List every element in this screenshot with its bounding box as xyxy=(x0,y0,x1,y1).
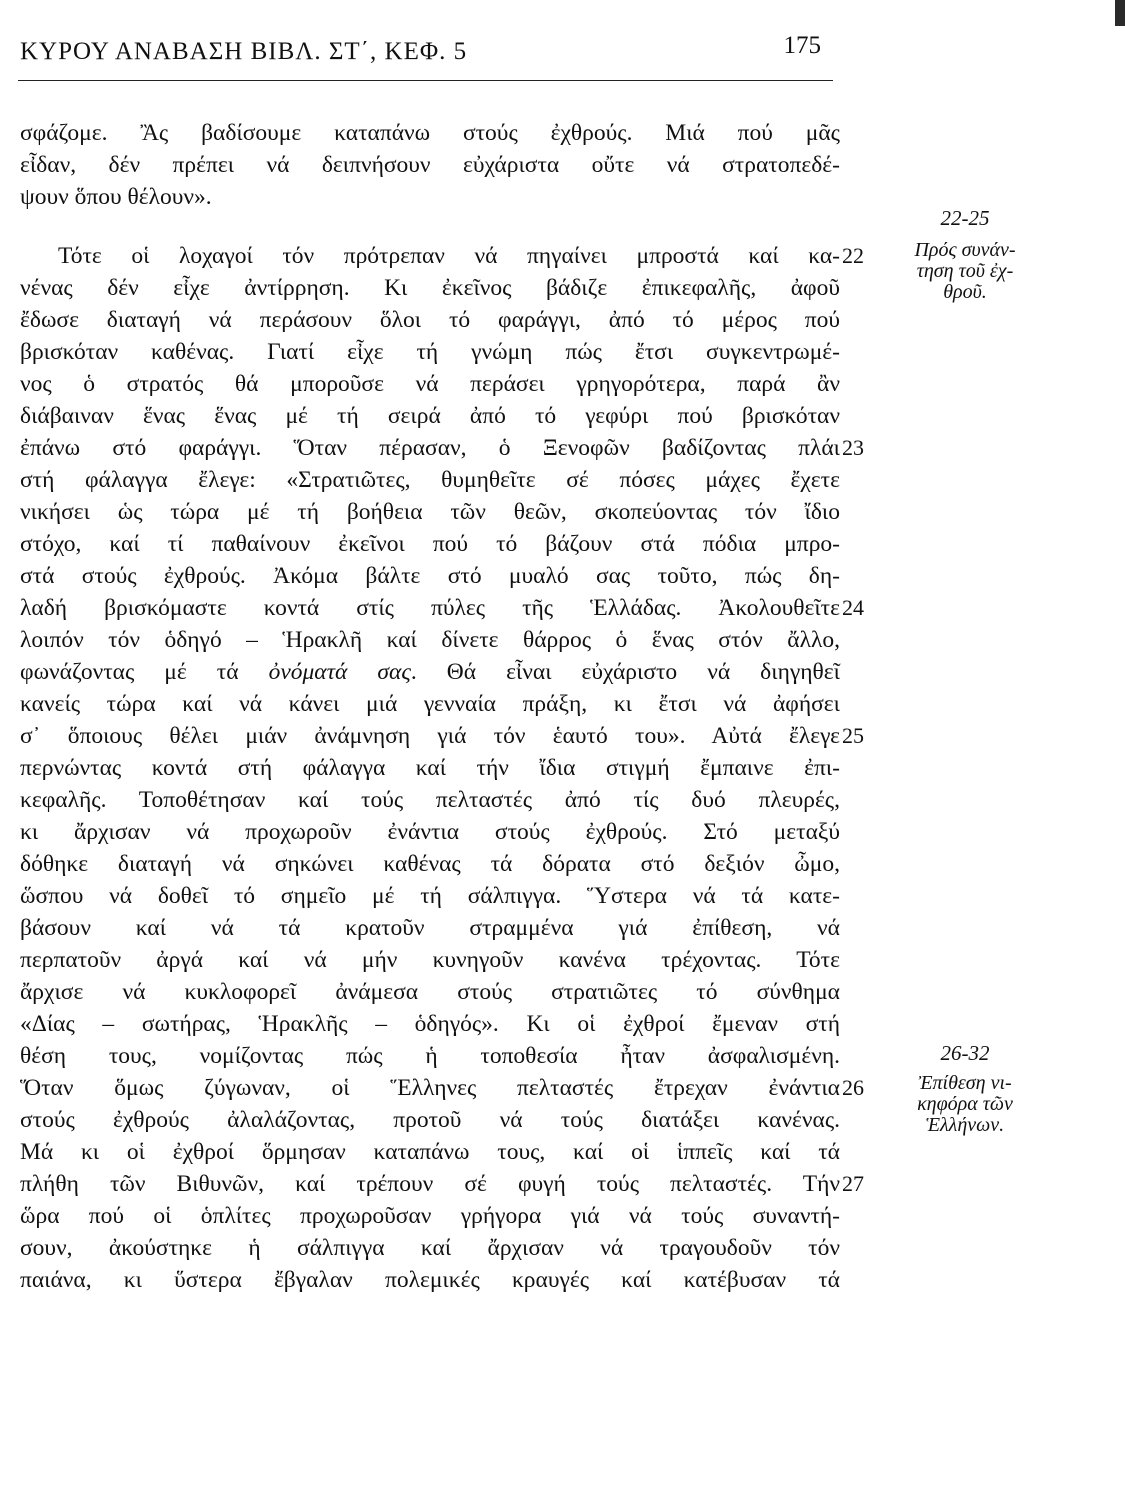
section-number: 24 xyxy=(842,595,864,620)
text-line: στόχο, καί τί παθαίνουν ἐκεῖνοι πού τό βάζουν στά πόδια μπρο- xyxy=(20,531,840,557)
text-line: ἐπάνω στό φαράγγι. Ὅταν πέρασαν, ὁ Ξενοφῶν βαδίζοντας πλάι xyxy=(20,435,840,461)
text-line: Μά κι οἱ ἐχθροί ὅρμησαν καταπάνω τους, καί οἱ ἱππεῖς καί τά xyxy=(20,1139,840,1165)
page-edge xyxy=(1115,0,1125,26)
margin-note-line: Πρός συνάν- xyxy=(914,239,1016,261)
text-line: ἔδωσε διαταγή νά περάσουν ὅλοι τό φαράγγι, ἀπό τό μέρος πού xyxy=(20,307,840,333)
text-line: Τότε οἱ λοχαγοί τόν πρότρεπαν νά πηγαίνει μπροστά καί κα- xyxy=(58,243,840,269)
text-line: νένας δέν εἶχε ἀντίρρηση. Κι ἐκεῖνος βάδιζε ἐπικεφαλῆς, ἀφοῦ xyxy=(20,275,840,301)
text-line: Ὅταν ὅμως ζύγωναν, οἱ Ἕλληνες πελταστές ἔτρεχαν ἐνάντια xyxy=(20,1075,840,1101)
running-header xyxy=(18,30,833,81)
section-number: 27 xyxy=(842,1171,864,1196)
text-line: παιάνα, κι ὕστερα ἔβγαλαν πολεμικές κραυγές καί κατέβυσαν τά xyxy=(20,1267,840,1293)
text-line: κεφαλῆς. Τοποθέτησαν καί τούς πελταστές ἀπό τίς δυό πλευρές, xyxy=(20,787,840,813)
text-line: περπατοῦν ἀργά καί νά μήν κυνηγοῦν κανένα τρέχοντας. Τότε xyxy=(20,947,840,973)
text-line: σφάζομε. Ἂς βαδίσουμε καταπάνω στούς ἐχθρούς. Μιά πού μᾶς xyxy=(20,120,840,146)
text-line: πλήθη τῶν Βιθυνῶν, καί τρέπουν σέ φυγή τούς πελταστές. Τήν xyxy=(20,1171,840,1197)
margin-note-line: θροῦ. xyxy=(943,281,987,303)
text-line: βάσουν καί νά τά κρατοῦν στραμμένα γιά ἐπίθεση, νά xyxy=(20,915,840,941)
section-number: 25 xyxy=(842,723,864,748)
section-number: 23 xyxy=(842,435,864,460)
text-line: ὥρα πού οἱ ὁπλίτες προχωροῦσαν γρήγορα γιά νά τούς συναντή- xyxy=(20,1203,840,1229)
text-line-with-italic xyxy=(20,657,840,691)
text-fragment: . Θά εἶναι εὐχάριστο νά διηγηθεῖ xyxy=(410,659,840,685)
margin-note-range: 26-32 xyxy=(940,1041,990,1065)
text-fragment: φωνάζοντας μέ τά xyxy=(20,659,269,685)
header-title: ΚΥΡΟΥ ΑΝΑΒΑΣΗ ΒΙΒΛ. ΣΤ΄, ΚΕΦ. 5 xyxy=(20,38,468,65)
text-line: περνώντας κοντά στή φάλαγγα καί τήν ἴδια στιγμή ἔμπαινε ἐπι- xyxy=(20,755,840,781)
margin-note-line: τηση τοῦ ἐχ- xyxy=(916,260,1014,282)
text-line: κανείς τώρα καί νά κάνει μιά γενναία πράξη, κι ἔτσι νά ἀφήσει xyxy=(20,691,840,717)
text-line: ἄρχισε νά κυκλοφορεῖ ἀνάμεσα στούς στρατιῶτες τό σύνθημα xyxy=(20,979,840,1005)
text-line: νικήσει ὡς τώρα μέ τή βοήθεια τῶν θεῶν, σκοπεύοντας τόν ἴδιο xyxy=(20,499,840,525)
text-line: θέση τους, νομίζοντας πώς ἡ τοποθεσία ἦταν ἀσφαλισμένη. xyxy=(20,1043,840,1069)
text-line: δόθηκε διαταγή νά σηκώνει καθένας τά δόρατα στό δεξιόν ὦμο, xyxy=(20,851,840,877)
section-number: 22 xyxy=(842,243,864,268)
text-line: λοιπόν τόν ὁδηγό – Ἡρακλῆ καί δίνετε θάρρος ὁ ἕνας στόν ἄλλο, xyxy=(20,627,840,653)
text-line: στά στούς ἐχθρούς. Ἀκόμα βάλτε στό μυαλό σας τοῦτο, πώς δη- xyxy=(20,563,840,589)
margin-note-line: Ἑλλήνων. xyxy=(925,1114,1005,1136)
text-line: βρισκόταν καθένας. Γιατί εἶχε τή γνώμη πώς ἔτσι συγκεντρωμέ- xyxy=(20,339,840,365)
page-number: 175 xyxy=(783,32,821,59)
section-number: 26 xyxy=(842,1075,864,1100)
text-line: λαδή βρισκόμαστε κοντά στίς πύλες τῆς Ἑλλάδας. Ἀκολουθεῖτε xyxy=(20,595,840,621)
margin-note-line: κηφόρα τῶν xyxy=(917,1093,1013,1115)
text-line: στούς ἐχθρούς ἀλαλάζοντας, προτοῦ νά τούς διατάξει κανένας. xyxy=(20,1107,840,1133)
text-line: σ᾽ ὅποιους θέλει μιάν ἀνάμνηση γιά τόν ἑαυτό του». Αὐτά ἔλεγε xyxy=(20,723,840,749)
margin-note xyxy=(885,1073,1045,1136)
italic-phrase: ὀνόματά σας xyxy=(268,659,411,685)
margin-note-line: Ἐπίθεση νι- xyxy=(918,1072,1012,1094)
text-line: «Δίας – σωτήρας, Ἡρακλῆς – ὁδηγός». Κι οἱ ἐχθροί ἔμεναν στή xyxy=(20,1011,840,1037)
text-line: κι ἄρχισαν νά προχωροῦν ἐνάντια στούς ἐχθρούς. Στό μεταξύ xyxy=(20,819,840,845)
text-line: εἶδαν, δέν πρέπει νά δειπνήσουν εὐχάριστα οὔτε νά στρατοπεδέ- xyxy=(20,152,840,178)
text-line: ὥσπου νά δοθεῖ τό σημεῖο μέ τή σάλπιγγα. Ὕστερα νά τά κατε- xyxy=(20,883,840,909)
text-line: στή φάλαγγα ἔλεγε: «Στρατιῶτες, θυμηθεῖτε σέ πόσες μάχες ἔχετε xyxy=(20,467,840,493)
margin-note-range: 22-25 xyxy=(940,206,990,230)
text-line: νος ὁ στρατός θά μποροῦσε νά περάσει γρηγορότερα, παρά ἂν xyxy=(20,371,840,397)
text-line: σουν, ἀκούστηκε ἡ σάλπιγγα καί ἄρχισαν νά τραγουδοῦν τόν xyxy=(20,1235,840,1261)
text-line: διάβαιναν ἕνας ἕνας μέ τή σειρά ἀπό τό γεφύρι πού βρισκόταν xyxy=(20,403,840,429)
text-line: ψουν ὅπου θέλουν». xyxy=(20,184,212,210)
margin-note xyxy=(885,240,1045,303)
